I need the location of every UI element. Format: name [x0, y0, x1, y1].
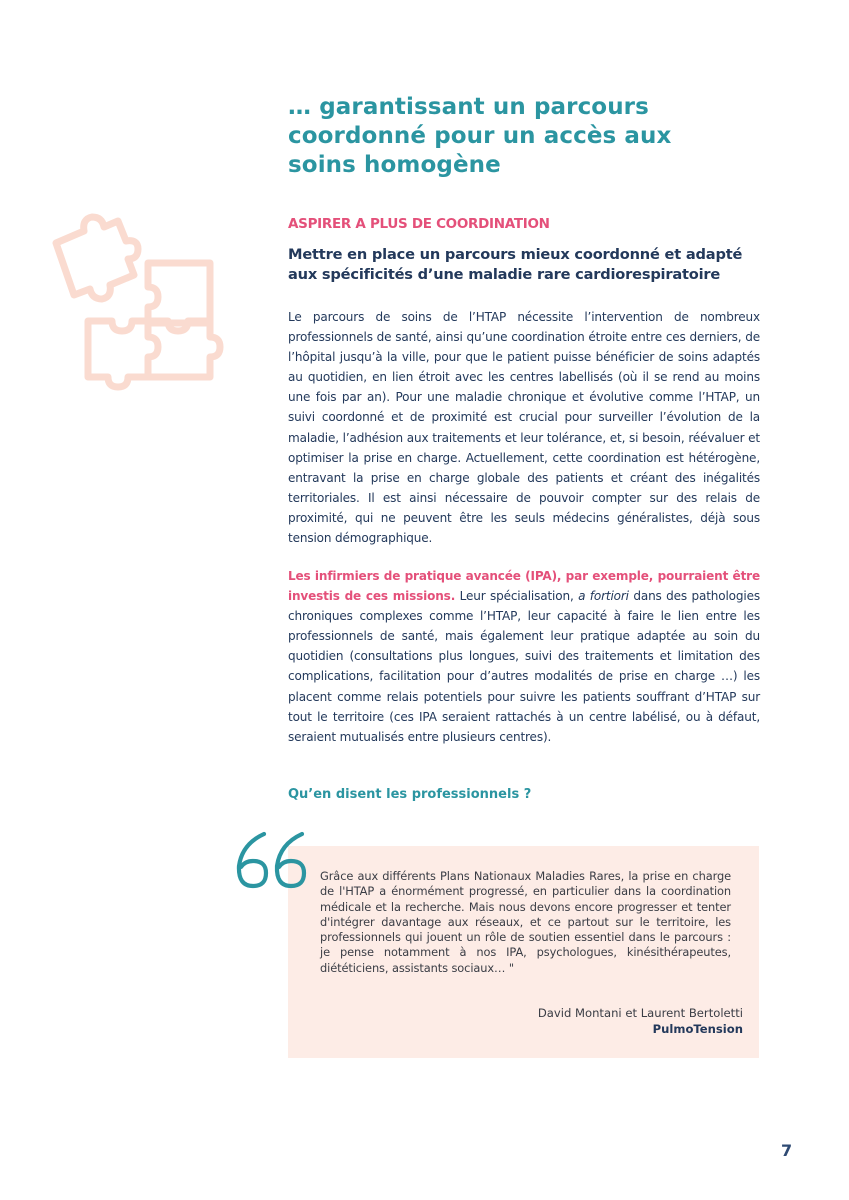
section-kicker: ASPIRER A PLUS DE COORDINATION: [288, 216, 550, 232]
highlighted-text: Les infirmiers de pratique avancée (IPA), par exemple, pourraient être investis de ces missions.: [288, 569, 760, 604]
quotation-mark-icon: [234, 830, 310, 890]
quote-organization: PulmoTension: [652, 1022, 743, 1036]
testimony-heading: Qu’en disent les professionnels ?: [288, 787, 532, 802]
body-paragraph-2: [288, 566, 760, 747]
paragraph-text: dans des pathologies chroniques complexes comme l’HTAP, leur capacité à faire le lien entre les professionnels de santé, mais également leur pratique adaptée au soin du quotidien (consultations plus longues, suivi des traitements et limitation des complications, facilitation pour d’autres modalités de prise en charge …) les placent comme relais potentiels pour suivre les patients souffrant d’HTAP sur tout le territoire (ces IPA seraient rattachés à un centre labélisé, ou à défaut, seraient mutualisés entre plusieurs centres).: [288, 589, 760, 744]
puzzle-icon: [44, 205, 234, 395]
italic-text: a fortiori: [578, 589, 629, 604]
section-subtitle: Mettre en place un parcours mieux coordonné et adapté aux spécificités d’une maladie rare cardiorespiratoire: [288, 246, 743, 283]
page-number: 7: [781, 1141, 793, 1160]
quote-author: David Montani et Laurent Bertoletti: [537, 1006, 743, 1020]
body-paragraph-1: Le parcours de soins de l’HTAP nécessite l’intervention de nombreux professionnels de santé, ainsi qu’une coordination étroite entre ces derniers, de l’hôpital jusqu’à la ville, pour que le patient puisse bénéficier de soins adaptés au quotidien, en lien étroit avec les centres labellisés (où il se rend au moins une fois par an). Pour une maladie chronique et évolutive comme l’HTAP, un suivi coordonné et de proximité est crucial pour surveiller l’évolution de la maladie, l’adhésion aux traitements et leur tolérance, et, si besoin, réévaluer et optimiser la prise en charge. Actuellement, cette coordination est hétérogène, entravant la prise en charge globale des patients et créant des inégalités territoriales. Il est ainsi nécessaire de pouvoir compter sur des relais de proximité, qui ne peuvent être les seuls médecins généralistes, déjà sous tension démographique.: [288, 310, 760, 546]
paragraph-text: Leur spécialisation,: [455, 589, 579, 604]
page-title: … garantissant un parcours coordonné pour un accès aux soins homogène: [288, 94, 672, 178]
quote-text: Grâce aux différents Plans Nationaux Maladies Rares, la prise en charge de l'HTAP a énormément progressé, en particulier dans la coordination médicale et la recherche. Mais nous devons encore progresser et tenter d'intégrer davantage aux réseaux, et ce partout sur le territoire, les professionnels qui jouent un rôle de soutien essentiel dans le parcours : je pense notamment à nos IPA, psychologues, kinésithérapeutes, diététiciens, assistants sociaux… ": [320, 869, 731, 975]
